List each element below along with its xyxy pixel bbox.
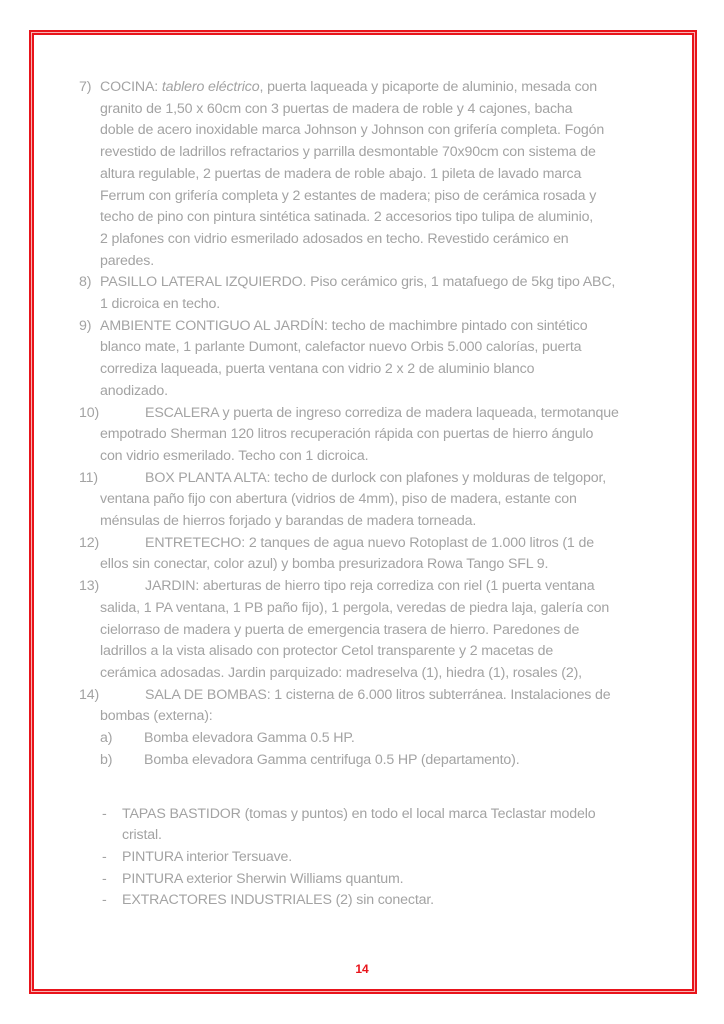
- sub-item: [79, 728, 679, 750]
- item-text-line: revestido de ladrillos refractarios y parrilla desmontable 70x90cm con sistema de: [100, 144, 596, 161]
- item-text-line: blanco mate, 1 parlante Dumont, calefactor nuevo Orbis 5.000 calorías, puerta: [100, 339, 582, 356]
- item-text-line: cerámica adosadas. Jardin parquizado: madreselva (1), hiedra (1), rosales (2),: [100, 664, 582, 681]
- dash-item-text-line: EXTRACTORES INDUSTRIALES (2) sin conectar.: [122, 892, 434, 909]
- text-segment: , puerta laqueada y picaporte de aluminio, mesada con: [259, 79, 597, 95]
- item-text-line: granito de 1,50 x 60cm con 3 puertas de madera de roble y 4 cajones, bacha: [100, 100, 573, 117]
- item-text-line: bombas (externa):: [100, 708, 213, 725]
- document-body: [79, 77, 679, 912]
- spacer: [79, 772, 679, 804]
- item-text-line: con vidrio esmerilado. Techo con 1 dicroica.: [100, 447, 369, 464]
- item-text-line: ellos sin conectar, color azul) y bomba presurizadora Rowa Tango SFL 9.: [100, 556, 549, 573]
- dash-list: [79, 804, 679, 913]
- item-text-line: ménsulas de hierros forjado y barandas de madera torneada.: [100, 513, 477, 530]
- item-text-line: Ferrum con grifería completa y 2 estantes de madera; piso de cerámica rosada y: [100, 187, 597, 204]
- item-number: 14): [79, 686, 100, 703]
- item-text-line: [79, 77, 679, 99]
- numbered-item: [79, 533, 679, 576]
- item-text-line: BOX PLANTA ALTA: techo de durlock con plafones y molduras de telgopor,: [145, 469, 607, 486]
- item-text-line: AMBIENTE CONTIGUO AL JARDÍN: techo de machimbre pintado con sintético: [100, 317, 588, 334]
- italic-text: tablero eléctrico: [161, 79, 260, 95]
- item-text-line: PASILLO LATERAL IZQUIERDO. Piso cerámico gris, 1 matafuego de 5kg tipo ABC,: [100, 274, 616, 291]
- item-text-line: anodizado.: [100, 382, 168, 399]
- item-text-line: salida, 1 PA ventana, 1 PB paño fijo), 1 pergola, veredas de piedra laja, galería con: [100, 599, 610, 616]
- dash-item: [79, 847, 679, 869]
- dash-item: [79, 804, 679, 847]
- sub-item: [79, 750, 679, 772]
- sub-item-text: Bomba elevadora Gamma centrifuga 0.5 HP (departamento).: [144, 751, 520, 768]
- item-number: 9): [79, 317, 92, 334]
- item-text-line: SALA DE BOMBAS: 1 cisterna de 6.000 litros subterránea. Instalaciones de: [145, 686, 611, 703]
- numbered-item: [79, 685, 679, 728]
- dash-bullet: -: [102, 848, 107, 865]
- item-text-line: ENTRETECHO: 2 tanques de agua nuevo Rotoplast de 1.000 litros (1 de: [145, 534, 594, 551]
- item-number: 13): [79, 578, 100, 595]
- numbered-item: [79, 77, 679, 272]
- dash-item-text-line: PINTURA exterior Sherwin Williams quantum.: [122, 870, 404, 887]
- item-text-line: paredes.: [100, 252, 155, 269]
- item-text-line: altura regulable, 2 puertas de madera de roble abajo. 1 pileta de lavado marca: [100, 165, 582, 182]
- item-text-line: corrediza laqueada, puerta ventana con vidrio 2 x 2 de aluminio blanco: [100, 361, 535, 378]
- item-number: 12): [79, 534, 100, 551]
- numbered-item: [79, 403, 679, 468]
- item-number: 8): [79, 274, 92, 291]
- item-text-line: ladrillos a la vista alisado con protector Cetol transparente y 2 macetas de: [100, 643, 554, 660]
- sub-item-text: Bomba elevadora Gamma 0.5 HP.: [144, 730, 355, 747]
- item-text-line: techo de pino con pintura sintética satinada. 2 accesorios tipo tulipa de aluminio,: [100, 209, 594, 226]
- page-number: 14: [355, 962, 369, 976]
- item-text-line: doble de acero inoxidable marca Johnson y Johnson con grifería completa. Fogón: [100, 122, 605, 139]
- item-text-line: ESCALERA y puerta de ingreso corrediza de madera laqueada, termotanque: [145, 404, 619, 421]
- numbered-item: [79, 468, 679, 533]
- sub-item-list: [79, 728, 679, 771]
- dash-bullet: -: [102, 805, 107, 822]
- item-text-line: empotrado Sherman 120 litros recuperación rápida con puertas de hierro ángulo: [100, 426, 594, 443]
- sub-item-letter: b): [100, 751, 113, 768]
- numbered-item: [79, 316, 679, 403]
- item-text-line: cielorraso de madera y puerta de emergencia trasera de hierro. Paredones de: [100, 621, 580, 638]
- item-text-line: JARDIN: aberturas de hierro tipo reja corrediza con riel (1 puerta ventana: [145, 578, 595, 595]
- item-number: 7): [79, 79, 92, 95]
- dash-item: [79, 869, 679, 891]
- text-segment: COCINA:: [100, 79, 162, 95]
- numbered-item: [79, 576, 679, 685]
- dash-item-text-line: TAPAS BASTIDOR (tomas y puntos) en todo el local marca Teclastar modelo: [122, 805, 596, 822]
- item-number: 10): [79, 404, 100, 421]
- dash-item-text-line: cristal.: [122, 827, 162, 844]
- item-number: 11): [79, 469, 99, 486]
- sub-item-letter: a): [100, 730, 113, 747]
- dash-item-text-line: PINTURA interior Tersuave.: [122, 848, 293, 865]
- item-text-line: 2 plafones con vidrio esmerilado adosados en techo. Revestido cerámico en: [100, 230, 569, 247]
- item-text-line: ventana paño fijo con abertura (vidrios de 4mm), piso de madera, estante con: [100, 491, 577, 508]
- dash-bullet: -: [102, 892, 107, 909]
- numbered-list: [79, 77, 679, 728]
- dash-item: [79, 890, 679, 912]
- dash-bullet: -: [102, 870, 107, 887]
- numbered-item: [79, 272, 679, 315]
- item-text-line: 1 dicroica en techo.: [100, 296, 221, 313]
